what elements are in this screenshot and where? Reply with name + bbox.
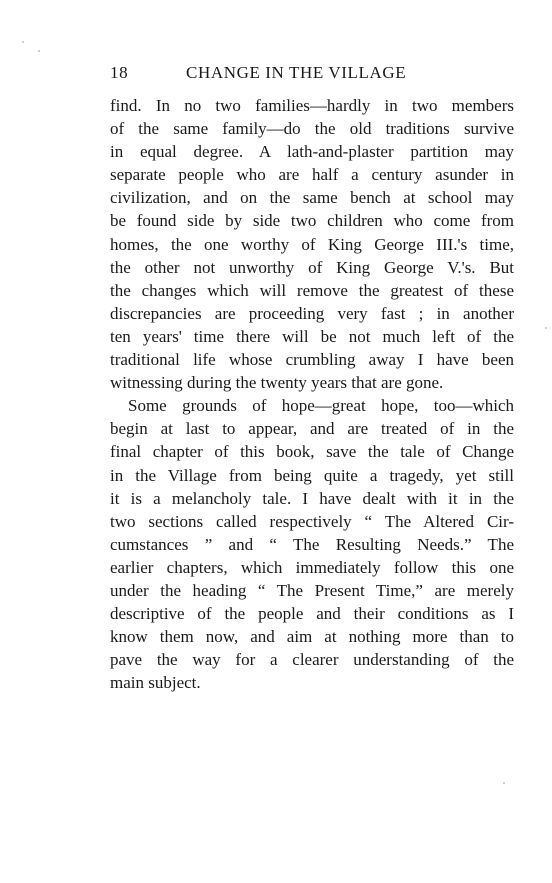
text-line: it is a melancholy tale. I have dealt with it in the	[110, 488, 514, 508]
text-line: begin at last to appear, and are treated of in the	[110, 419, 514, 439]
text-line: ten years' time there will be not much left of the	[110, 326, 514, 346]
text-line: of the same family—do the old traditions survive	[110, 119, 514, 139]
text-line: Some grounds of hope—great hope, too—which	[128, 396, 514, 416]
text-line: the other not unworthy of King George V.'s. But	[110, 257, 514, 277]
text-line: witnessing during the twenty years that are gone.	[110, 373, 444, 393]
paragraph	[110, 94, 514, 394]
text-line: two sections called respectively “ The Altered Cir-	[110, 511, 514, 531]
text-line: find. In no two families—hardly in two members	[110, 96, 514, 115]
text-line: traditional life whose crumbling away I have been	[110, 350, 514, 370]
text-line: in equal degree. A lath-and-plaster partition may	[110, 142, 514, 162]
text-line: separate people who are half a century asunder in	[110, 165, 514, 185]
text-line: main subject.	[110, 673, 201, 693]
paper-speck	[38, 50, 40, 52]
text-line: final chapter of this book, save the tale of Change	[110, 442, 514, 462]
text-line: in the Village from being quite a tragedy, yet still	[110, 465, 514, 485]
running-title: CHANGE IN THE VILLAGE	[186, 63, 407, 82]
body-text	[110, 94, 514, 694]
text-line: know them now, and aim at nothing more than to	[110, 627, 514, 647]
text-line: homes, the one worthy of King George III.'s time,	[110, 234, 514, 254]
text-line: the changes which will remove the greatest of these	[110, 280, 514, 300]
paper-speck	[503, 782, 505, 784]
text-line: be found side by side two children who come from	[110, 211, 514, 231]
paragraph	[110, 394, 514, 694]
text-line: discrepancies are proceeding very fast ; in another	[110, 303, 514, 323]
text-line: pave the way for a clearer understanding of the	[110, 650, 514, 670]
text-line: cumstances ” and “ The Resulting Needs.” The	[110, 534, 514, 554]
paper-speck	[545, 327, 547, 329]
text-line: earlier chapters, which immediately follow this one	[110, 557, 514, 577]
running-head	[110, 61, 514, 85]
text-line: civilization, and on the same bench at school may	[110, 188, 514, 208]
page-number: 18	[110, 63, 129, 82]
text-line: descriptive of the people and their conditions as I	[110, 604, 514, 624]
text-line: under the heading “ The Present Time,” are merely	[110, 580, 514, 600]
paper-speck	[22, 41, 24, 43]
